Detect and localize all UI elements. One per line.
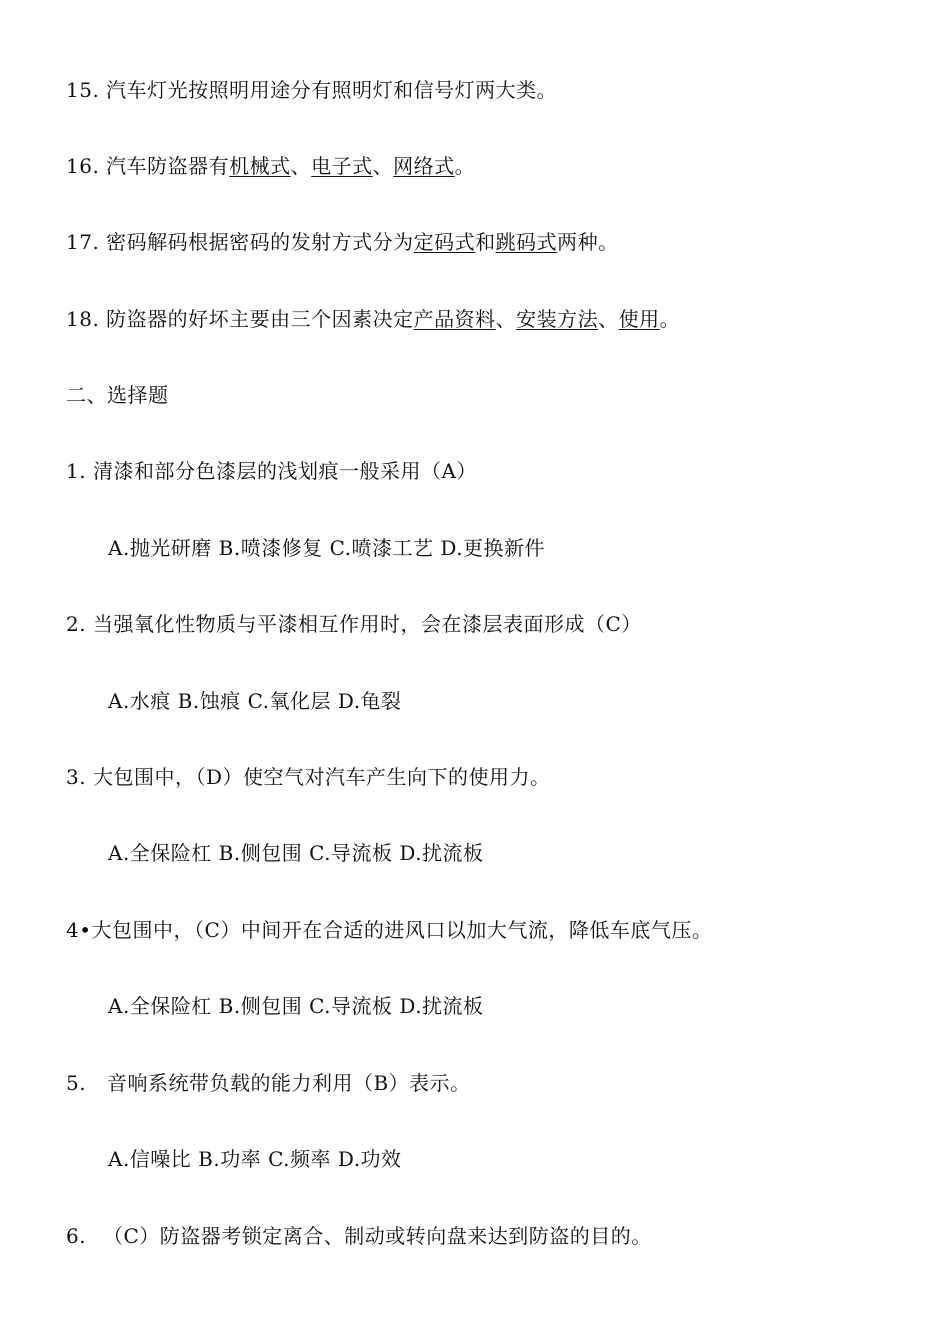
- question-number: 6.: [66, 1224, 87, 1248]
- item-text: 密码解码根据密码的发射方式分为: [106, 230, 414, 254]
- item-text: 、: [372, 154, 394, 178]
- item-text: 汽车灯光按照明用途分有照明灯和信号灯两大类。: [106, 78, 558, 102]
- item-text: 两种。: [557, 230, 619, 254]
- question-number: 4•: [66, 918, 92, 942]
- fill-item-18: [66, 306, 680, 332]
- item-number: 18.: [66, 307, 100, 331]
- question-5: [66, 1070, 471, 1096]
- question-number: 3.: [66, 765, 87, 789]
- question-3-options: A.全保险杠 B.侧包围 C.导流板 D.扰流板: [108, 841, 484, 865]
- question-1-options: A.抛光研磨 B.喷漆修复 C.喷漆工艺 D.更换新件: [108, 536, 546, 560]
- question-1: [66, 458, 477, 484]
- item-number: 15.: [66, 78, 100, 102]
- section-heading: 二、选择题: [66, 383, 169, 407]
- item-text: 。: [659, 307, 681, 331]
- question-2-options: A.水痕 B.蚀痕 C.氧化层 D.龟裂: [108, 689, 402, 713]
- question-text: 音响系统带负载的能力利用（B）表示。: [106, 1071, 471, 1095]
- fill-item-17: [66, 229, 619, 255]
- question-4-options: A.全保险杠 B.侧包围 C.导流板 D.扰流板: [108, 994, 484, 1018]
- question-text: （C）防盗器考锁定离合、制动或转向盘来达到防盗的目的。: [102, 1224, 652, 1248]
- answer-blank: 机械式: [229, 154, 291, 178]
- answer-blank: 电子式: [311, 154, 373, 178]
- question-3: [66, 764, 551, 790]
- question-6: [66, 1223, 652, 1249]
- question-5-options: A.信噪比 B.功率 C.频率 D.功效: [108, 1147, 402, 1171]
- item-text: 防盗器的好坏主要由三个因素决定: [106, 307, 414, 331]
- question-number: 5.: [66, 1071, 87, 1095]
- fill-item-16: [66, 153, 475, 179]
- item-number: 17.: [66, 230, 100, 254]
- question-text: 大包围中，（D）使空气对汽车产生向下的使用力。: [92, 765, 551, 789]
- fill-item-15: [66, 77, 557, 103]
- answer-blank: 安装方法: [516, 307, 599, 331]
- answer-blank: 网络式: [393, 154, 455, 178]
- item-text: 、: [495, 307, 517, 331]
- question-number: 2.: [66, 612, 87, 636]
- item-text: 、: [290, 154, 312, 178]
- question-text: 清漆和部分色漆层的浅划痕一般采用（A）: [92, 459, 477, 483]
- question-text: 当强氧化性物质与平漆相互作用时，会在漆层表面形成（C）: [92, 612, 642, 636]
- item-text: 汽车防盗器有: [106, 154, 230, 178]
- item-text: 。: [454, 154, 476, 178]
- item-number: 16.: [66, 154, 100, 178]
- item-text: 、: [598, 307, 619, 331]
- answer-blank: 产品资料: [413, 307, 496, 331]
- answer-blank: 跳码式: [495, 230, 558, 254]
- answer-blank: 使用: [618, 307, 660, 331]
- question-2: [66, 611, 642, 637]
- item-text: 和: [475, 230, 496, 254]
- question-text: 大包围中，（C）中间开在合适的进风口以加大气流，降低车底气压。: [91, 918, 713, 942]
- question-4: [66, 917, 712, 943]
- question-number: 1.: [66, 459, 87, 483]
- answer-blank: 定码式: [413, 230, 476, 254]
